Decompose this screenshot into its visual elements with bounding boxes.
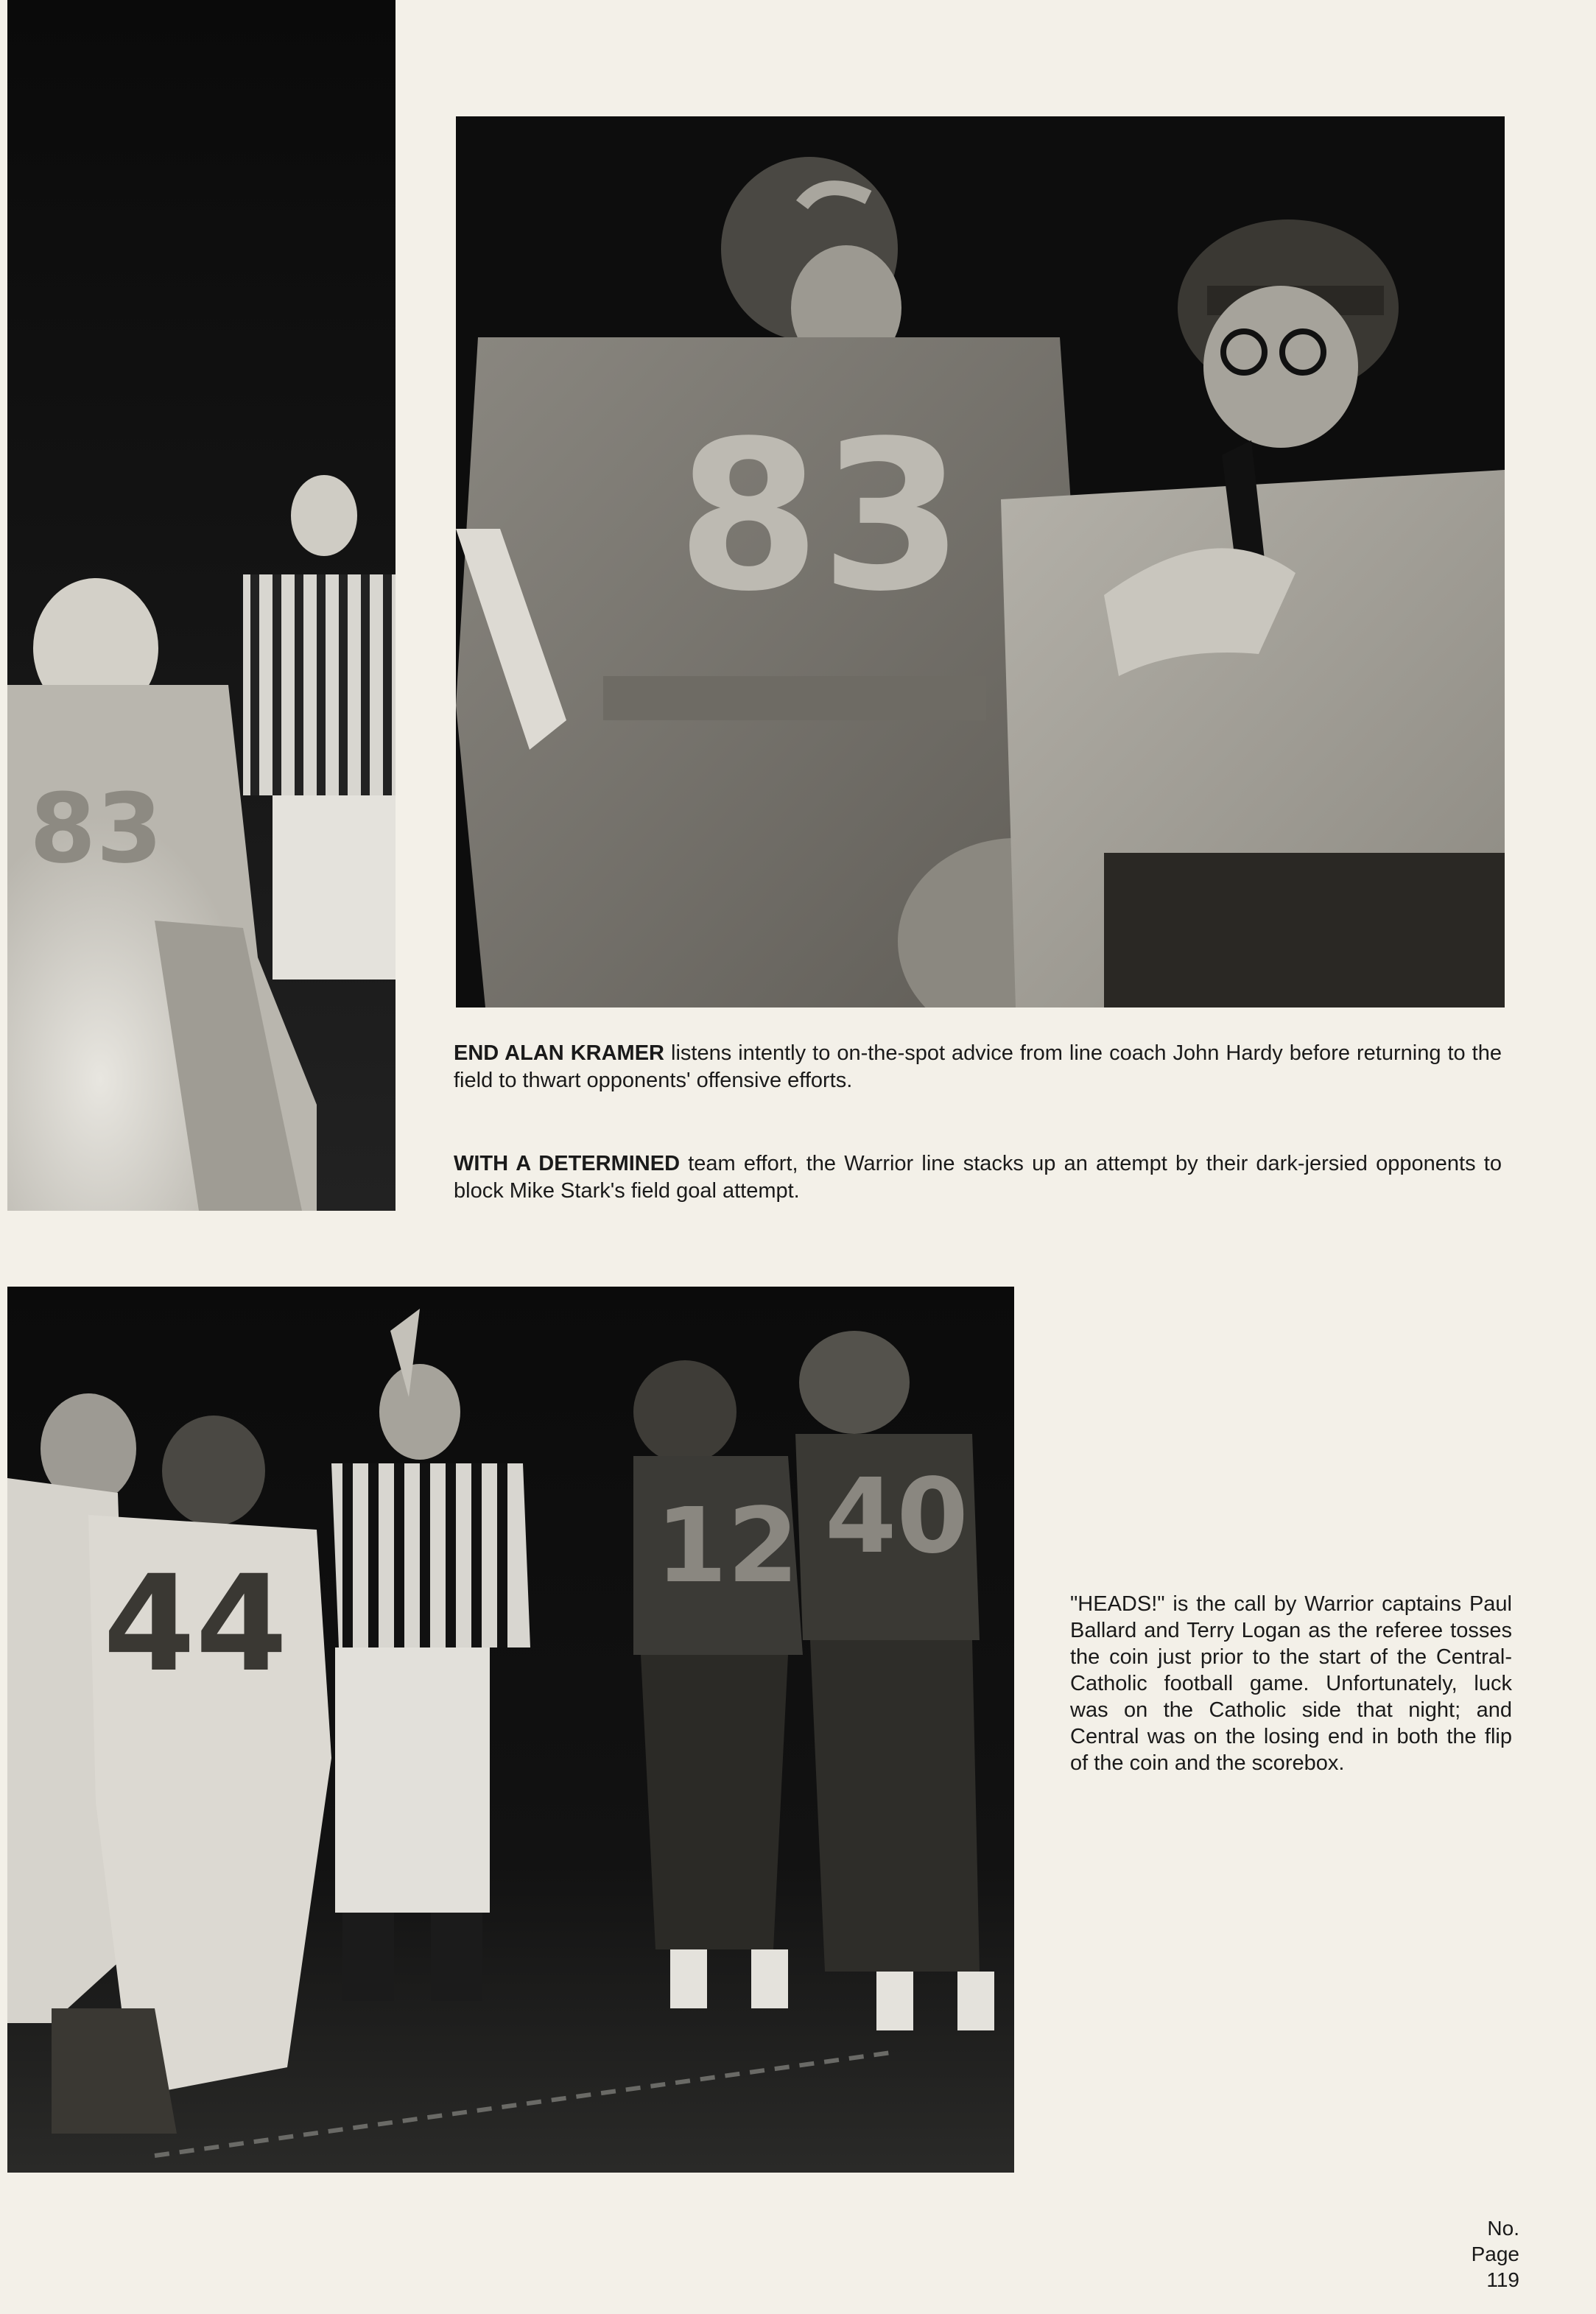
photo-coin-toss-image <box>7 1287 1014 2173</box>
caption-heads-body: "HEADS!" is the call by Warrior captains Paul Ballard and Terry Logan as the referee tosses the coin just prior to the start of the Central-Catholic football game. Unfortunately, luck was on the Catholic side that night; and Central was on the losing end in both the flip of the coin and the scorebox. <box>1070 1592 1512 1775</box>
page-number-line3: 119 <box>1486 2268 1519 2291</box>
page-number-line2: Page <box>1471 2243 1519 2265</box>
page-number-line1: No. <box>1487 2217 1519 2240</box>
svg-text:12: 12 <box>655 1486 799 1606</box>
photo-coin-toss <box>7 1287 1014 2173</box>
svg-text:44: 44 <box>103 1547 288 1701</box>
svg-text:40: 40 <box>825 1457 969 1577</box>
photo-left-action-image <box>7 0 396 1211</box>
page-number <box>1472 2215 1519 2293</box>
photo-left-action <box>7 0 396 1211</box>
caption-kramer-lead: END ALAN KRAMER <box>454 1041 664 1065</box>
photo-kramer-coach-image <box>456 116 1505 1007</box>
caption-determined-body: team effort, the Warrior line stacks up an attempt by their dark-jersied opponents to block Mike Stark's field goal attempt. <box>454 1152 1502 1203</box>
caption-determined-lead: WITH A DETERMINED <box>454 1152 681 1175</box>
caption-determined <box>454 1150 1502 1205</box>
photo-kramer-coach <box>456 116 1505 1007</box>
caption-kramer <box>454 1040 1502 1094</box>
svg-text:83: 83 <box>29 773 163 885</box>
caption-heads <box>1070 1591 1512 1776</box>
svg-text:83: 83 <box>677 397 964 637</box>
caption-kramer-body: listens intently to on-the-spot advice from line coach John Hardy before returning to the field to thwart opponents' offensive efforts. <box>454 1041 1502 1092</box>
